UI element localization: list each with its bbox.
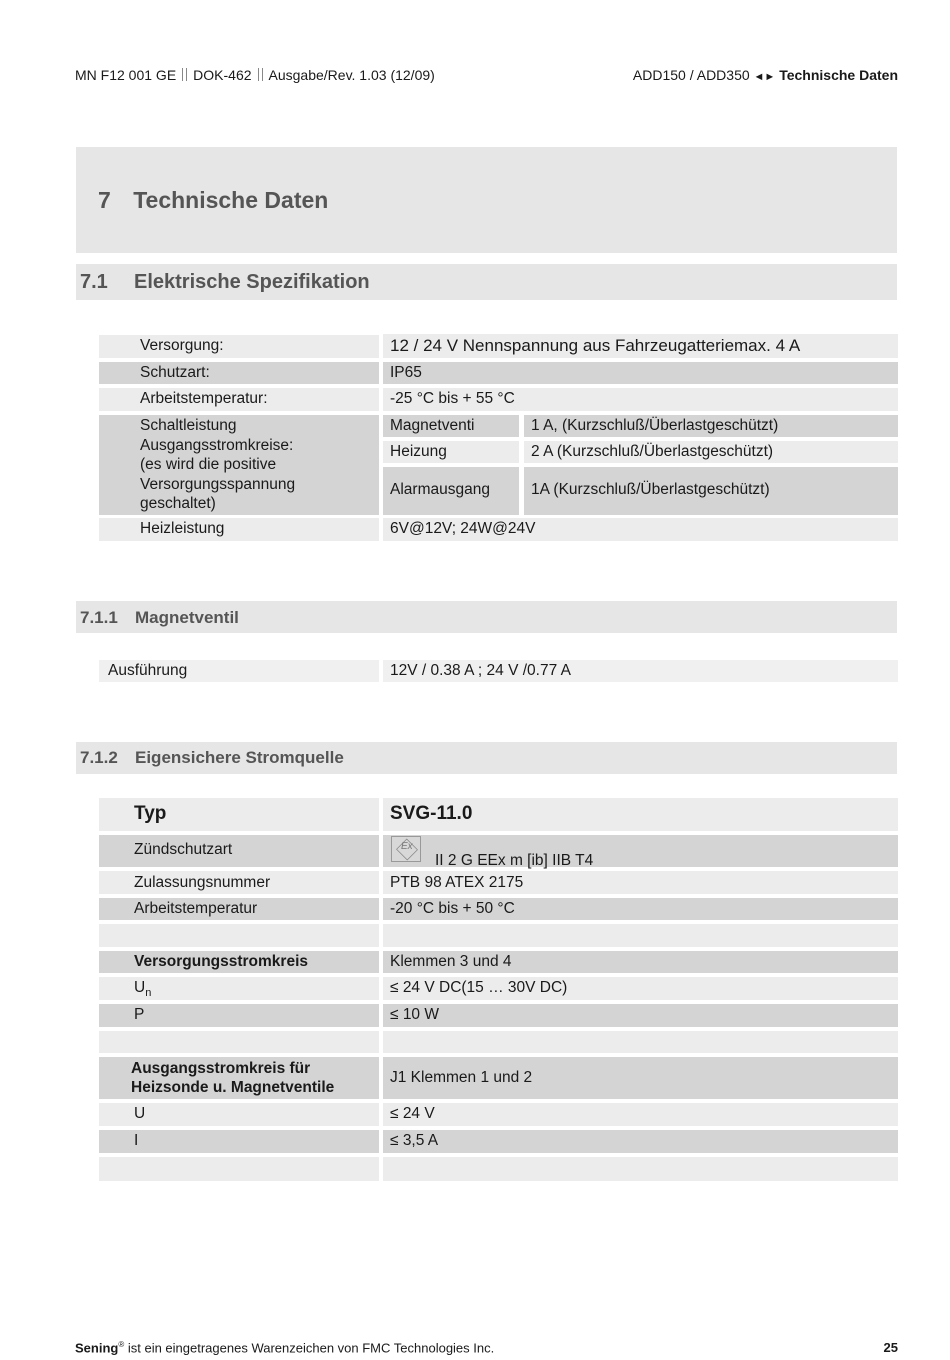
label-p: P: [99, 1004, 379, 1027]
label-schaltleistung: [99, 415, 379, 515]
chapter-heading: [98, 187, 328, 214]
un-symbol: U: [134, 979, 146, 996]
empty-cell: [99, 1031, 379, 1053]
value-p: ≤ 10 W: [383, 1004, 898, 1027]
product-name: ADD150 / ADD350: [632, 67, 750, 83]
registered-mark: ®: [118, 1340, 125, 1349]
label-i: I: [99, 1130, 379, 1153]
label-versorgungsstromkreis: Versorgungsstromkreis: [99, 951, 379, 973]
value-typ: SVG-11.0: [383, 798, 898, 831]
document-reference: [75, 67, 435, 83]
section-title: Elektrische Spezifikation: [134, 271, 370, 293]
value-arbeitstemperatur: -25 °C bis + 55 °C: [383, 388, 898, 411]
value-un: ≤ 24 V DC(15 … 30V DC): [383, 977, 898, 1000]
label-line: Versorgungsspannung: [140, 475, 296, 493]
sub-label-alarmausgang: Alarmausgang: [383, 467, 519, 515]
brand-name: Sening: [75, 1340, 119, 1356]
label-line: (es wird die positive: [140, 456, 277, 473]
subsection-title: Eigensichere Stromquelle: [135, 748, 344, 767]
subsection-heading-box: [76, 742, 897, 774]
un-subscript: n: [145, 987, 152, 1000]
value-versorgung: 12 / 24 V Nennspannung aus Fahrzeugatteriemax. 4 A: [383, 334, 898, 358]
section-number: 7.1: [80, 271, 108, 293]
value-schutzart: IP65: [383, 362, 898, 384]
label-arbeitstemperatur-svg: Arbeitstemperatur: [99, 898, 379, 920]
subsection-heading-box: [76, 601, 897, 633]
empty-cell: [383, 1157, 898, 1181]
subsection-title: Magnetventil: [135, 608, 239, 627]
subsection-heading: [80, 608, 239, 628]
label-zulassungsnummer: Zulassungsnummer: [99, 871, 379, 894]
zuendschutzart-text: II 2 G EEx m [ib] IIB T4: [435, 852, 594, 869]
ex-protection-icon: Ex: [391, 836, 421, 862]
label-line: Heizsonde u. Magnetventile: [131, 1079, 335, 1096]
label-ausgangsstromkreis: [99, 1057, 379, 1099]
page-number: 25: [883, 1340, 898, 1355]
value-u: ≤ 24 V: [383, 1103, 898, 1126]
label-line: Ausgangsstromkreise:: [140, 436, 294, 454]
subsection-number: 7.1.1: [80, 608, 118, 627]
empty-cell: [383, 1031, 898, 1053]
label-heizleistung: Heizleistung: [99, 518, 379, 541]
empty-cell: [383, 924, 898, 947]
label-line: geschaltet): [140, 495, 216, 512]
sub-label-magnetventil: Magnetventi: [383, 415, 519, 437]
subsection-heading: [80, 748, 344, 768]
arrows-icon: ◄►: [753, 71, 776, 83]
header-section-title: Technische Daten: [779, 67, 898, 83]
value-ausfuehrung: 12V / 0.38 A ; 24 V /0.77 A: [383, 660, 898, 682]
separator: [182, 68, 187, 81]
value-zulassungsnummer: PTB 98 ATEX 2175: [383, 871, 898, 894]
doc-number: MN F12 001 GE: [75, 67, 177, 83]
value-heizleistung: 6V@12V; 24W@24V: [383, 518, 898, 541]
chapter-title: Technische Daten: [133, 187, 329, 213]
doc-id: DOK-462: [193, 67, 252, 83]
sub-label-heizung: Heizung: [383, 441, 519, 463]
value-ausgangsstromkreis: J1 Klemmen 1 und 2: [383, 1057, 898, 1099]
label-schutzart: Schutzart:: [99, 362, 379, 384]
value-arbeitstemperatur-svg: -20 °C bis + 50 °C: [383, 898, 898, 920]
label-line: Schaltleistung: [140, 417, 237, 434]
label-arbeitstemperatur: Arbeitstemperatur:: [99, 388, 379, 411]
label-ausfuehrung: Ausführung: [99, 660, 379, 682]
sub-value-heizung: 2 A (Kurzschluß/Überlastgeschützt): [524, 441, 898, 463]
subsection-number: 7.1.2: [80, 748, 118, 767]
footer-trademark: [75, 1340, 494, 1355]
section-heading-box: [76, 264, 897, 300]
chapter-title-box: [76, 147, 897, 253]
value-versorgungsstromkreis: Klemmen 3 und 4: [383, 951, 898, 973]
label-typ: Typ: [99, 798, 379, 831]
label-zuendschutzart: Zündschutzart: [99, 835, 379, 867]
label-line: Ausgangsstromkreis für: [131, 1060, 311, 1077]
value-zuendschutzart: [383, 835, 898, 867]
empty-cell: [99, 924, 379, 947]
label-u: U: [99, 1103, 379, 1126]
trademark-text: ist ein eingetragenes Warenzeichen von FMC Technologies Inc.: [124, 1340, 495, 1356]
sub-value-alarmausgang: 1A (Kurzschluß/Überlastgeschützt): [524, 467, 898, 515]
separator: [258, 68, 263, 81]
sub-value-magnetventil: 1 A, (Kurzschluß/Überlastgeschützt): [524, 415, 898, 437]
label-un: [99, 977, 379, 1000]
section-heading: [80, 271, 370, 294]
value-i: ≤ 3,5 A: [383, 1130, 898, 1153]
header-right: [633, 67, 898, 83]
label-versorgung: Versorgung:: [99, 335, 379, 358]
empty-cell: [99, 1157, 379, 1181]
chapter-number: 7: [98, 187, 111, 213]
revision: Ausgabe/Rev. 1.03 (12/09): [268, 67, 435, 83]
